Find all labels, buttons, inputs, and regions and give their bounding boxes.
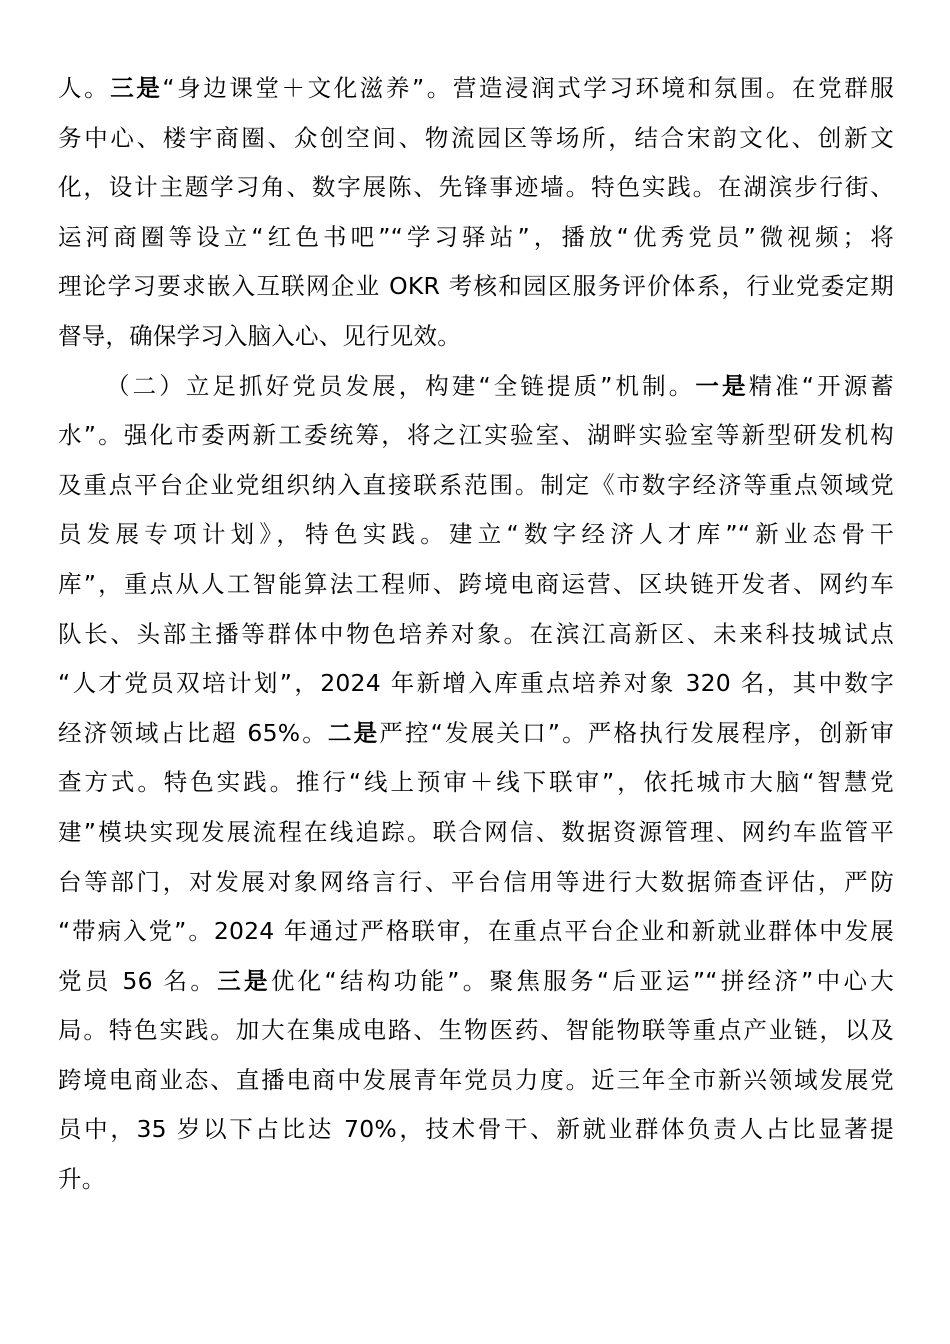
text-run: 运河商圈等设立“红色书吧”“学习驿站”，播放“优秀党员”微视频；将 xyxy=(58,222,894,251)
bold-lead-phrase: 一是 xyxy=(695,371,749,400)
text-run: 库”，重点从人工智能算法工程师、跨境电商运营、区块链开发者、网约车 xyxy=(58,569,894,598)
text-line xyxy=(58,709,894,759)
bold-lead-phrase: 二是 xyxy=(327,718,380,747)
text-line xyxy=(58,461,894,511)
text-run: （二）立足抓好党员发展，构建“全链提质”机制。 xyxy=(106,371,696,400)
text-run: 水”。强化市委两新工委统筹，将之江实验室、湖畔实验室等新型研发机构 xyxy=(58,421,894,450)
text-run: 员中，35 岁以下占比达 70%，技术骨干、新就业群体负责人占比显著提 xyxy=(58,1115,894,1144)
text-run: 人。 xyxy=(58,74,111,102)
text-line xyxy=(58,1105,894,1155)
text-run: 升。 xyxy=(58,1165,106,1194)
text-line xyxy=(58,163,894,213)
text-line xyxy=(58,1006,894,1056)
bold-lead-phrase: 三是 xyxy=(110,74,163,102)
text-line xyxy=(58,560,894,610)
text-line xyxy=(58,312,894,362)
text-line xyxy=(58,858,894,908)
text-run: 建”模块实现发展流程在线追踪。联合网信、数据资源管理、网约车监管平 xyxy=(58,817,894,846)
text-line xyxy=(58,957,894,1007)
text-run: 优化“结构功能”。聚焦服务“后亚运”“拼经济”中心大 xyxy=(270,966,895,995)
text-line xyxy=(58,1056,894,1106)
text-run: 党员 56 名。 xyxy=(58,966,218,995)
paragraph-learning-environment xyxy=(58,64,894,362)
text-run: 台等部门，对发展对象网络言行、平台信用等进行大数据筛查评估，严防 xyxy=(58,867,894,896)
text-run: 查方式。特色实践。推行“线上预审＋线下联审”，依托城市大脑“智慧党 xyxy=(58,768,894,797)
text-run: 队长、头部主播等群体中物色培养对象。在滨江高新区、未来科技城试点 xyxy=(58,619,894,648)
text-run: 务中心、楼宇商圈、众创空间、物流园区等场所，结合宋韵文化、创新文 xyxy=(58,123,894,152)
text-run: 精准“开源蓄 xyxy=(748,371,894,400)
text-run: 理论学习要求嵌入互联网企业 OKR 考核和园区服务评价体系，行业党委定期 xyxy=(58,272,894,301)
text-run: 经济领域占比超 65%。 xyxy=(58,718,328,747)
text-line xyxy=(58,411,894,461)
text-line xyxy=(58,1155,894,1205)
text-run: “带病入党”。2024 年通过严格联审，在重点平台企业和新就业群体中发展 xyxy=(58,917,894,946)
text-run: 员发展专项计划》，特色实践。建立“数字经济人才库”“新业态骨干 xyxy=(58,520,894,549)
text-line xyxy=(58,213,894,263)
document-page xyxy=(58,64,894,1205)
text-line xyxy=(58,758,894,808)
text-run: “人才党员双培计划”，2024 年新增入库重点培养对象 320 名，其中数字 xyxy=(58,669,894,698)
text-run: 严控“发展关口”。严格执行发展程序，创新审 xyxy=(379,718,894,747)
text-run: 化，设计主题学习角、数字展陈、先锋事迹墙。特色实践。在湖滨步行街、 xyxy=(58,173,894,202)
text-line xyxy=(58,114,894,164)
text-run: 及重点平台企业党组织纳入直接联系范围。制定《市数字经济等重点领域党 xyxy=(58,470,894,499)
text-line xyxy=(58,510,894,560)
text-line xyxy=(58,610,894,660)
text-run: 局。特色实践。加大在集成电路、生物医药、智能物联等重点产业链，以及 xyxy=(58,1016,894,1045)
text-line xyxy=(58,262,894,312)
text-line xyxy=(58,808,894,858)
text-run: “身边课堂＋文化滋养”。营造浸润式学习环境和氛围。在党群服 xyxy=(162,74,894,102)
bold-lead-phrase: 三是 xyxy=(217,966,271,995)
text-line xyxy=(58,907,894,957)
text-line xyxy=(58,659,894,709)
text-line xyxy=(58,64,894,114)
text-line xyxy=(58,362,894,412)
text-run: 跨境电商业态、直播电商中发展青年党员力度。近三年全市新兴领域发展党 xyxy=(58,1065,894,1094)
paragraph-party-member-development xyxy=(58,362,894,1205)
text-run: 督导，确保学习入脑入心、见行见效。 xyxy=(58,321,461,350)
